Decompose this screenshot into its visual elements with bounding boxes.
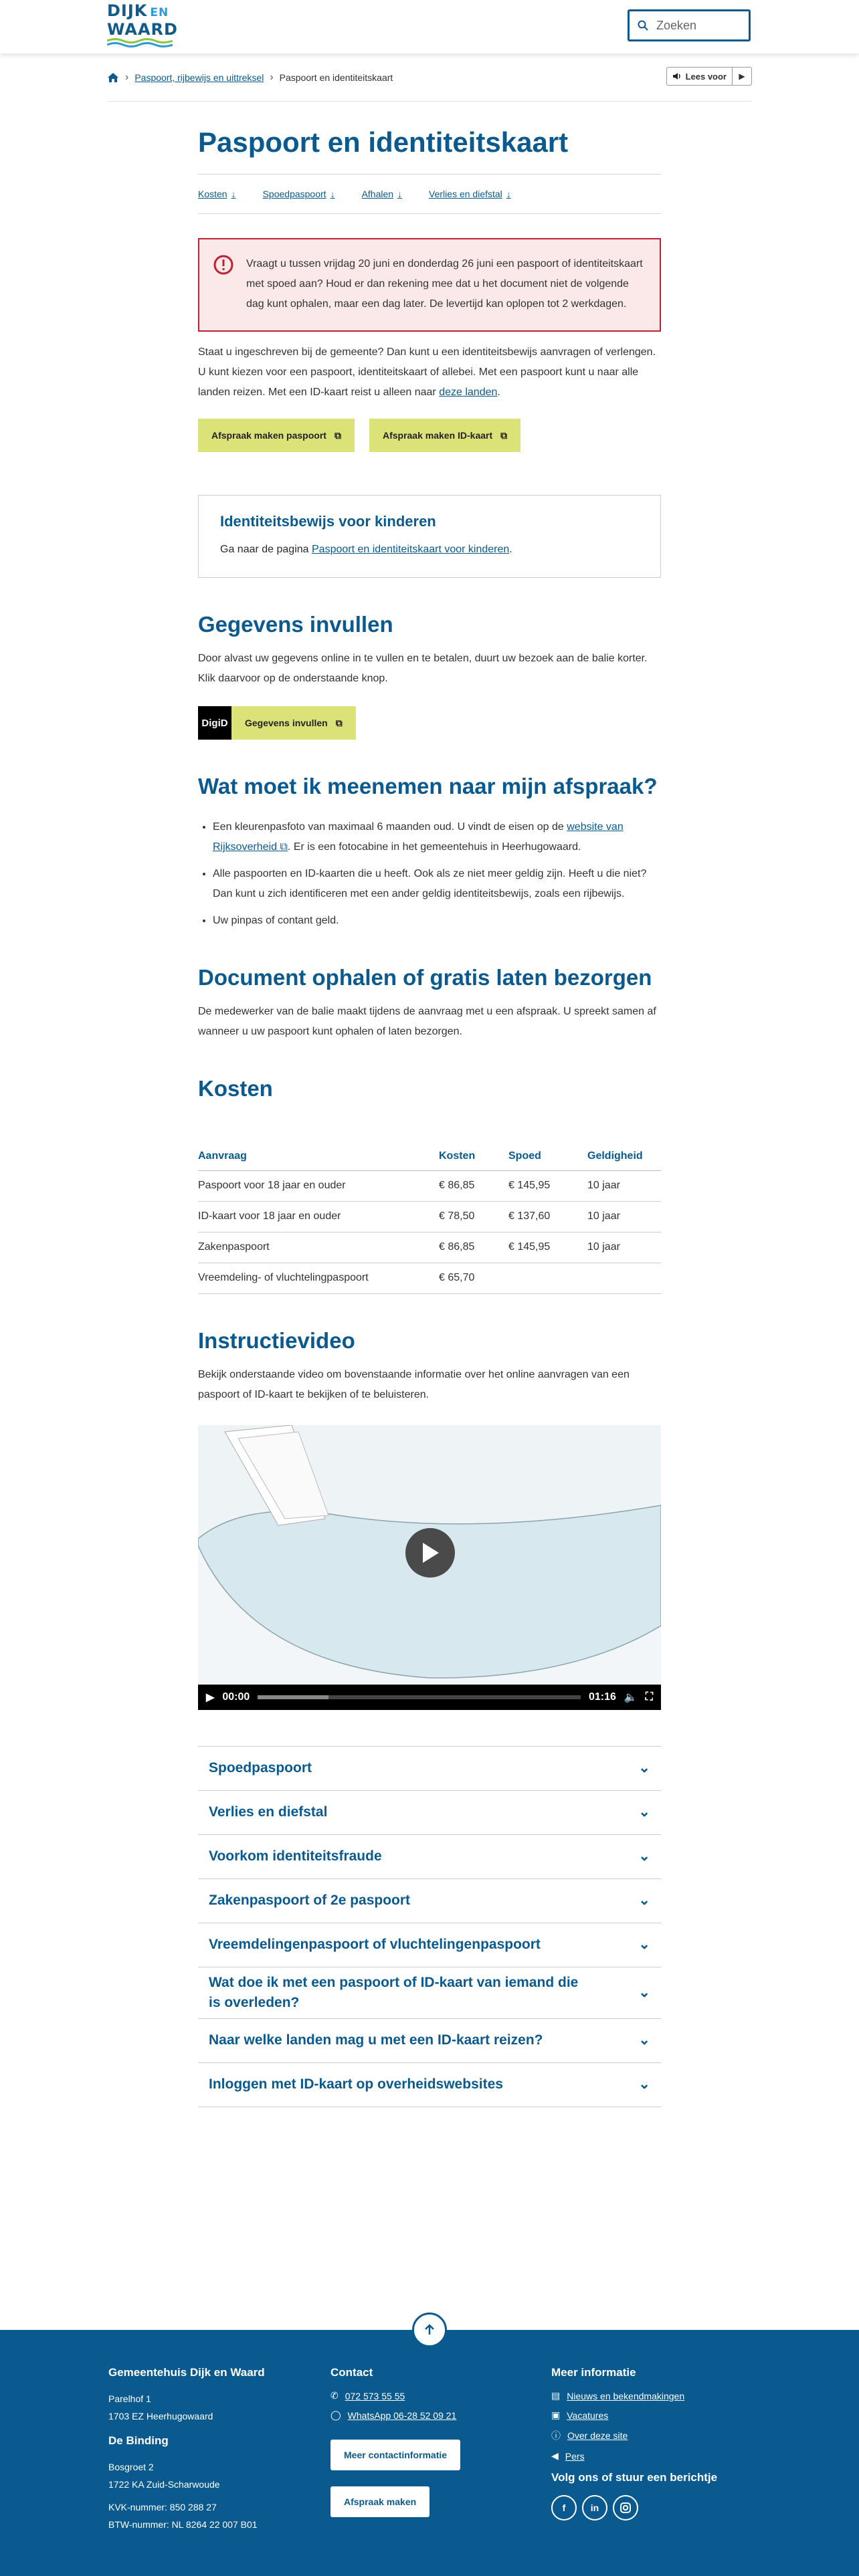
column-header: Aanvraag: [198, 1142, 439, 1170]
appointment-id-button[interactable]: Afspraak maken ID-kaart ⧉: [369, 419, 520, 452]
list-item: • Een kleurenpasfoto van maximaal 6 maanden oud. U vindt de eisen op de website van Rijksoverheid ⧉. Er is een fotocabine in het gemeentehuis in Heerhugowaard.: [213, 817, 661, 857]
footer-address: Gemeentehuis Dijk en Waard Parelhof 1 1703 EZ Heerhugowaard De Binding Bosgroet 2 1722 KA Zuid-Scharwoude KVK-nummer: 850 288 27 BTW-nummer: NL 8264 22 007 B01: [108, 2366, 265, 2530]
video-duration: 01:16: [588, 1691, 616, 1703]
table-row: ID-kaart voor 18 jaar en ouder € 78,50 € 137,60 10 jaar: [198, 1201, 661, 1232]
anchor-afhalen[interactable]: Afhalen ↓: [361, 189, 403, 199]
footer-link-news[interactable]: Nieuws en bekendmakingen: [567, 2390, 685, 2401]
fill-text: Door alvast uw gegevens online in te vullen en te betalen, duurt uw bezoek aan de balie korter. Klik daarvoor op de onderstaande knop.: [198, 653, 648, 684]
chevron-down-icon: ⌄: [638, 1937, 650, 1952]
site-header: [0, 0, 859, 53]
accordion-item[interactable]: Spoedpaspoort ⌄: [198, 1747, 661, 1791]
alert-box: [198, 238, 661, 332]
breadcrumb-link[interactable]: Paspoort, rijbewijs en uittreksel: [134, 72, 264, 83]
phone-icon: ✆: [330, 2390, 339, 2401]
search-icon: [638, 20, 648, 31]
list-item: • Alle paspoorten en ID-kaarten die u heeft. Ook als ze niet meer geldig zijn. Heeft u die niet? Dan kunt u zich identificeren met een ander geldig identiteitsbewijs, zoals een rijbewijs.: [213, 864, 661, 904]
intro-text: Staat u ingeschreven bij de gemeente? Dan kunt u een identiteitsbewijs aanvragen of verlengen. U kunt kiezen voor een paspoort, identiteitskaart of allebei. Met een paspoort kunt u naar alle landen reizen. Met een ID-kaart reist u alleen naar deze landen.: [198, 346, 656, 398]
accordion-item[interactable]: Naar welke landen mag u met een ID-kaart reizen? ⌄: [198, 2019, 661, 2063]
more-contact-button[interactable]: Meer contactinformatie: [330, 2440, 460, 2470]
accordion-item[interactable]: Wat doe ik met een paspoort of ID-kaart van iemand die is overleden? ⌄: [198, 1967, 661, 2019]
requirements-list: [198, 817, 661, 931]
accordion-item[interactable]: Inloggen met ID-kaart op overheidswebsites ⌄: [198, 2063, 661, 2107]
kids-link[interactable]: Paspoort en identiteitskaart voor kinderen: [312, 544, 510, 555]
social-links: [551, 2495, 717, 2520]
whatsapp-link[interactable]: WhatsApp 06-28 52 09 21: [347, 2409, 457, 2421]
volume-icon[interactable]: 🔈: [624, 1691, 638, 1703]
footer-contact: Contact ✆ 072 573 55 55 ◯ WhatsApp 06-28 52 09 21 Meer contactinformatie Afspraak maken: [330, 2366, 460, 2517]
section-title-fill: Gegevens invullen: [198, 612, 393, 637]
footer-more-info: Meer informatie ▤ Nieuws en bekendmakingen ▣ Vacatures ⓘ Over deze site ◀ Pers Volg ons of stuur een berichtje f in: [551, 2366, 717, 2520]
section-title-costs: Kosten: [198, 1076, 273, 1101]
video-current-time: 00:00: [222, 1691, 250, 1703]
chevron-down-icon: ⌄: [638, 2032, 650, 2048]
back-to-top-button[interactable]: [412, 2313, 447, 2347]
search-placeholder: Zoeken: [656, 18, 697, 32]
page-title: Paspoort en identiteitskaart: [198, 126, 569, 158]
breadcrumb: [107, 70, 752, 86]
column-header: Kosten: [439, 1142, 508, 1170]
site-logo[interactable]: DIJK EN WAARD: [107, 3, 177, 49]
phone-link[interactable]: 072 573 55 55: [345, 2390, 405, 2401]
video-player[interactable]: [198, 1425, 661, 1710]
chevron-right-icon: ›: [125, 72, 129, 83]
arrow-down-icon: ↓: [506, 189, 511, 199]
chevron-down-icon: ⌄: [638, 1984, 650, 2000]
costs-table: [198, 1142, 661, 1294]
news-icon: ▤: [551, 2390, 561, 2401]
megaphone-icon: ◀: [551, 2450, 559, 2461]
footer-appointment-button[interactable]: Afspraak maken: [330, 2486, 430, 2517]
arrow-up-icon: [423, 2324, 436, 2336]
footer-link-about[interactable]: Over deze site: [567, 2430, 628, 2441]
fill-data-button[interactable]: Gegevens invullen ⧉: [231, 706, 356, 740]
appointment-passport-button[interactable]: Afspraak maken paspoort ⧉: [198, 419, 355, 452]
footer-link-vacancies[interactable]: Vacatures: [567, 2409, 609, 2421]
external-link-icon: ⧉: [335, 717, 343, 728]
chevron-down-icon: ⌄: [638, 1848, 650, 1864]
table-row: Zakenpaspoort € 86,85 € 145,95 10 jaar: [198, 1232, 661, 1263]
external-link-icon: ⧉: [500, 429, 508, 441]
speaker-icon: [672, 72, 682, 80]
accordion-item[interactable]: Vreemdelingenpaspoort of vluchtelingenpaspoort ⌄: [198, 1923, 661, 1967]
section-title-bring: Wat moet ik meenemen naar mijn afspraak?: [198, 774, 658, 798]
chevron-right-icon: ›: [270, 72, 274, 83]
accordion-item[interactable]: Verlies en diefstal ⌄: [198, 1791, 661, 1835]
anchor-spoedpaspoort[interactable]: Spoedpaspoort ↓: [262, 189, 335, 199]
arrow-down-icon: ↓: [330, 189, 335, 199]
accordion: [198, 1746, 661, 2107]
accordion-item[interactable]: Zakenpaspoort of 2e paspoort ⌄: [198, 1879, 661, 1923]
alert-text: Vraagt u tussen vrijdag 20 juni en donderdag 26 juni een paspoort of identiteitskaart met spoed aan? Houd er dan rekening mee dat u het document niet de volgende dag kunt ophalen, maar een dag later. De levertijd kan oplopen tot 2 werkdagen.: [246, 258, 643, 310]
read-aloud-button[interactable]: [666, 67, 752, 86]
kids-title: Identiteitsbewijs voor kinderen: [220, 513, 436, 530]
column-header: Spoed: [508, 1142, 587, 1170]
divider: [107, 101, 752, 102]
logo-wave-icon: [107, 37, 173, 48]
table-header-row: [198, 1142, 661, 1170]
briefcase-icon: ▣: [551, 2409, 561, 2420]
accordion-item[interactable]: Voorkom identiteitsfraude ⌄: [198, 1835, 661, 1879]
countries-link[interactable]: deze landen: [439, 387, 498, 398]
video-seek-bar[interactable]: [258, 1695, 581, 1699]
read-aloud-label: Lees voor: [685, 71, 727, 82]
whatsapp-icon: ◯: [330, 2409, 341, 2420]
search-input[interactable]: [628, 9, 751, 41]
footer-org-title: Gemeentehuis Dijk en Waard: [108, 2366, 265, 2379]
facebook-icon[interactable]: f: [551, 2495, 577, 2520]
section-title-pickup: Document ophalen of gratis laten bezorgen: [198, 965, 652, 990]
kids-text: Ga naar de pagina Paspoort en identiteitskaart voor kinderen.: [220, 544, 512, 555]
digid-logo: DigiD: [198, 706, 231, 740]
play-control-icon[interactable]: ▶: [206, 1691, 215, 1703]
instagram-icon[interactable]: [613, 2495, 638, 2520]
chevron-down-icon: ⌄: [638, 1893, 650, 1908]
footer-link-press[interactable]: Pers: [565, 2450, 585, 2462]
table-row: Vreemdeling- of vluchtelingpaspoort € 65,70: [198, 1263, 661, 1293]
play-icon: [420, 1541, 440, 1564]
play-icon[interactable]: ▶: [739, 72, 745, 81]
video-text: Bekijk onderstaande video om bovenstaande informatie over het online aanvragen van een paspoort of ID-kaart te bekijken of te beluisteren.: [198, 1368, 630, 1400]
column-header: Geldigheid: [587, 1142, 661, 1170]
digid-button[interactable]: [198, 706, 661, 740]
info-icon: ⓘ: [551, 2430, 561, 2441]
site-footer: [0, 2330, 859, 2576]
breadcrumb-current: Paspoort en identiteitskaart: [279, 72, 393, 83]
pickup-text: De medewerker van de balie maakt tijdens de aanvraag met u een afspraak. U spreekt samen af wanneer u uw paspoort kunt ophalen of laten bezorgen.: [198, 1006, 656, 1037]
chevron-down-icon: ⌄: [638, 1760, 650, 1776]
video-progress-fill: [258, 1695, 328, 1699]
anchor-verlies[interactable]: Verlies en diefstal ↓: [429, 189, 511, 199]
arrow-down-icon: ↓: [397, 189, 403, 199]
main-content: [198, 126, 661, 2107]
list-item: • Uw pinpas of contant geld.: [213, 911, 661, 931]
chevron-down-icon: ⌄: [638, 2076, 650, 2092]
anchor-kosten[interactable]: Kosten ↓: [198, 189, 236, 199]
anchor-nav: [198, 174, 661, 214]
external-link-icon: ⧉: [334, 429, 341, 441]
home-icon[interactable]: [107, 72, 119, 83]
section-title-video: Instructievideo: [198, 1327, 355, 1353]
play-button[interactable]: [405, 1528, 455, 1578]
fullscreen-icon[interactable]: ⛶: [645, 1691, 653, 1703]
alert-icon: [213, 254, 234, 276]
rijksoverheid-link[interactable]: website van Rijksoverheid ⧉: [213, 821, 624, 853]
kids-info-box: [198, 495, 661, 578]
table-row: Paspoort voor 18 jaar en ouder € 86,85 € 145,95 10 jaar: [198, 1170, 661, 1201]
video-controls: [198, 1685, 661, 1710]
arrow-down-icon: ↓: [231, 189, 236, 199]
chevron-down-icon: ⌄: [638, 1804, 650, 1820]
linkedin-icon[interactable]: in: [582, 2495, 607, 2520]
